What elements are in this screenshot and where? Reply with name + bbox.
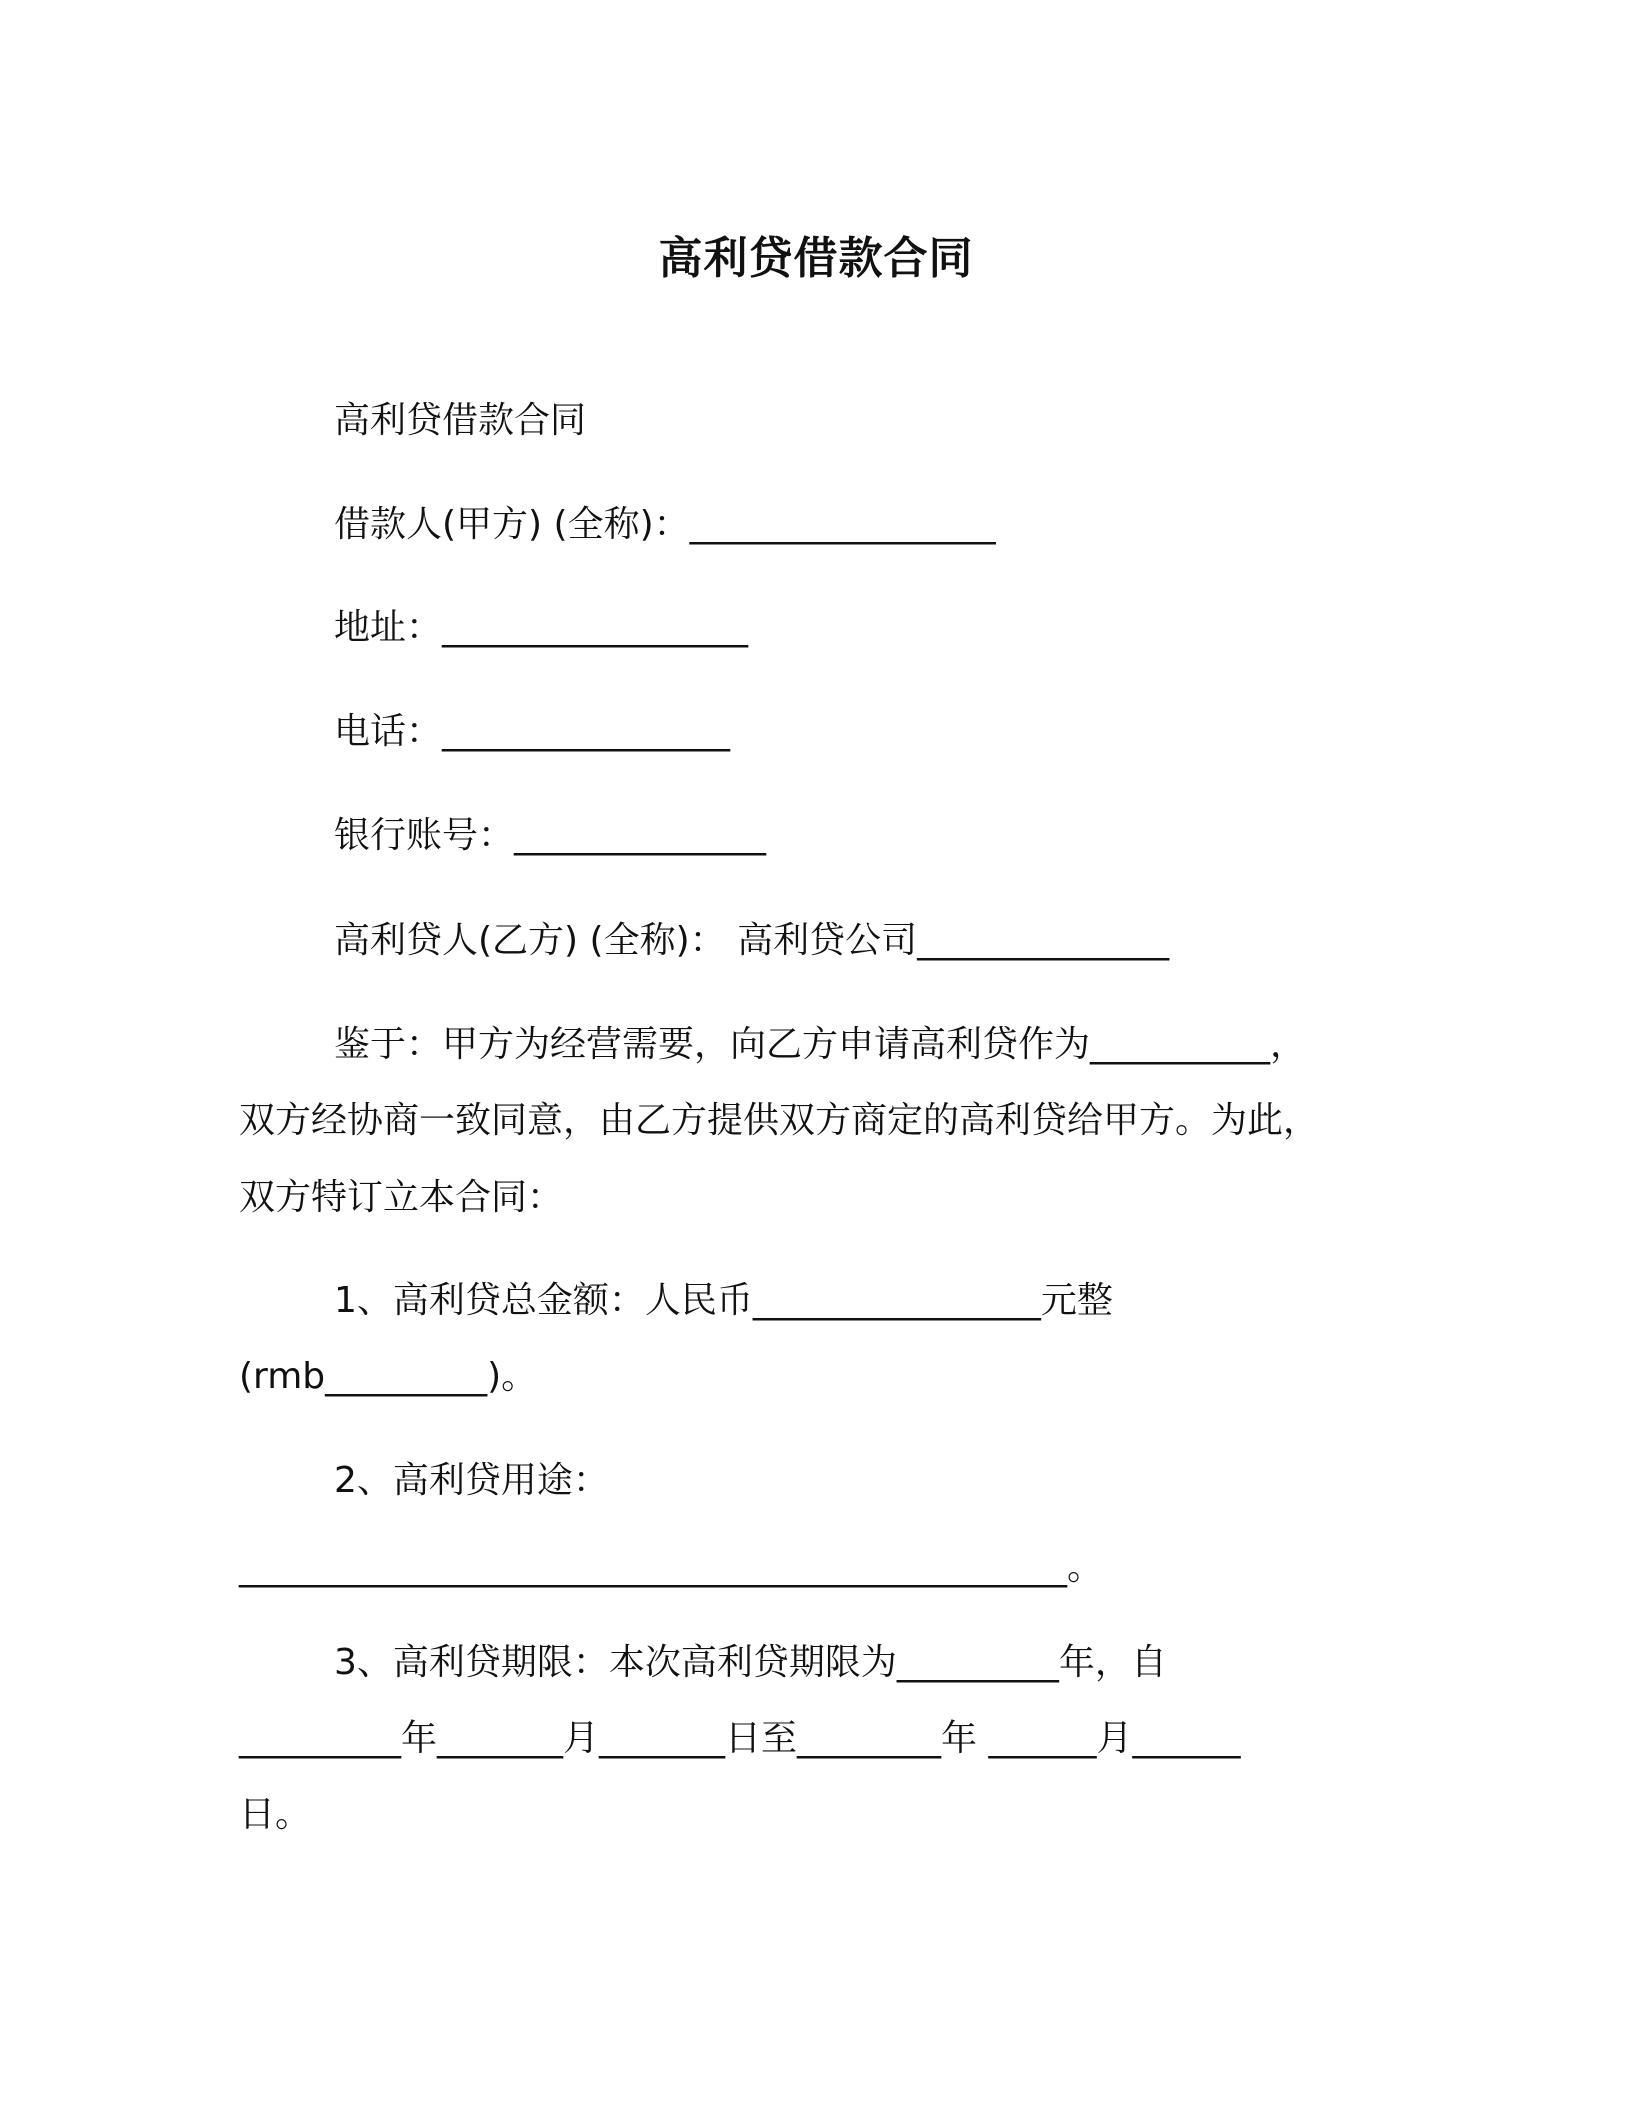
borrower-phone-line: 电话：________________ xyxy=(334,711,731,752)
document-title: 高利贷借款合同 xyxy=(658,233,974,284)
whereas-line-1: 鉴于：甲方为经营需要，向乙方申请高利贷作为__________， xyxy=(334,1024,1307,1065)
clause-3-line-2: _________年_______月_______日至________年 ______月______ xyxy=(239,1718,1241,1759)
clause-3-line-3: 日。 xyxy=(239,1794,312,1835)
clause-1-line-1: 1、高利贷总金额：人民币________________元整 xyxy=(334,1280,1113,1321)
borrower-name-line: 借款人(甲方) (全称)：_________________ xyxy=(334,504,996,545)
subtitle: 高利贷借款合同 xyxy=(334,400,587,441)
clause-1-line-2: (rmb_________)。 xyxy=(239,1356,538,1397)
borrower-bank-account-line: 银行账号：______________ xyxy=(334,815,767,856)
clause-2-line-2: ______________________________________________。 xyxy=(239,1547,1103,1588)
clause-2-line-1: 2、高利贷用途： xyxy=(334,1460,609,1501)
borrower-address-line: 地址：_________________ xyxy=(334,607,749,648)
whereas-line-3: 双方特订立本合同： xyxy=(239,1177,564,1218)
clause-3-line-1: 3、高利贷期限：本次高利贷期限为_________年，自 xyxy=(334,1642,1167,1683)
lender-name-line: 高利贷人(乙方) (全称)： 高利贷公司______________ xyxy=(334,920,1170,961)
whereas-line-2: 双方经协商一致同意，由乙方提供双方商定的高利贷给甲方。为此， xyxy=(239,1100,1320,1141)
